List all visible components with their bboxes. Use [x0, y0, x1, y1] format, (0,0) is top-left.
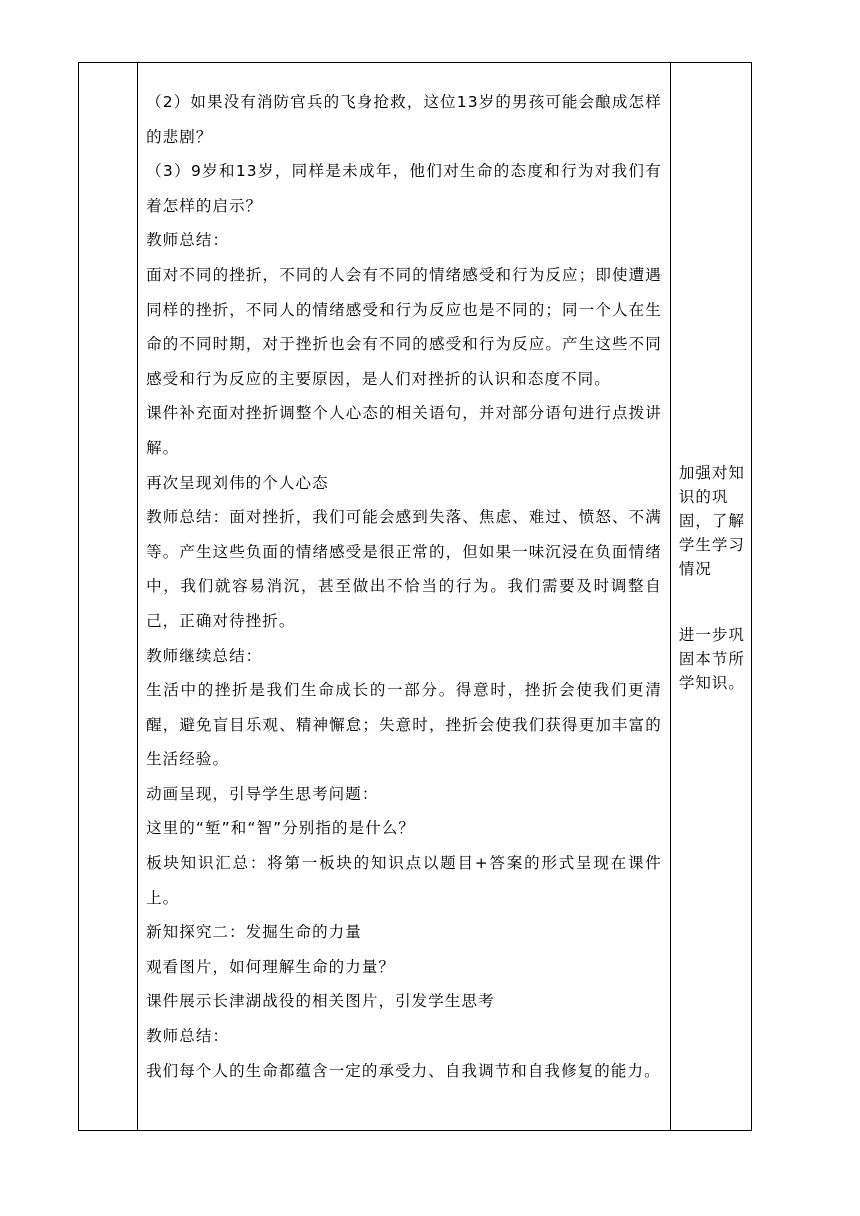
process-paragraph: 动画呈现，引导学生思考问题： — [146, 784, 379, 803]
process-paragraph: 教师总结： — [146, 231, 230, 250]
process-paragraph: 教师总结：面对挫折，我们可能会感到失落、焦虑、难过、愤怒、不满等。产生这些负面的情绪感受是很正常的，但如果一味沉浸在负面情绪中，我们就容易消沉，甚至做出不恰当的行为。我们需要及时调整自己，正确对待挫折。 — [146, 508, 662, 630]
design-intent-cell — [670, 63, 751, 1131]
process-paragraph: 教师继续总结： — [146, 646, 263, 665]
process-paragraph: 板块知识汇总：将第一板块的知识点以题目+答案的形式呈现在课件上。 — [146, 854, 662, 907]
process-paragraph: 课件展示长津湖战役的相关图片，引发学生思考 — [146, 992, 495, 1011]
teaching-process-cell — [138, 63, 671, 1131]
process-paragraph: 我们每个人的生命都蕴含一定的承受力、自我调节和自我修复的能力。 — [146, 1061, 661, 1080]
design-intent-content — [671, 63, 751, 695]
teaching-process-content — [138, 63, 670, 1088]
process-paragraph: 课件补充面对挫折调整个人心态的相关语句，并对部分语句进行点拨讲解。 — [146, 404, 662, 457]
design-intent-note: 加强对知识的巩固，了解学生学习情况 — [678, 464, 745, 578]
process-paragraph: （2）如果没有消防官兵的飞身抢救，这位13岁的男孩可能会酿成怎样的悲剧？ — [146, 93, 662, 146]
process-paragraph: 新知探究二：发掘生命的力量 — [146, 923, 362, 942]
process-paragraph: 面对不同的挫折，不同的人会有不同的情绪感受和行为反应；即使遭遇同样的挫折，不同人的情绪感受和行为反应也是不同的；同一个人在生命的不同时期，对于挫折也会有不同的感受和行为反应。产生这些不同感受和行为反应的主要原因，是人们对挫折的认识和态度不同。 — [146, 265, 662, 388]
process-paragraph: 这里的“堑”和“智”分别指的是什么？ — [146, 819, 415, 838]
table-row — [79, 63, 752, 1131]
process-paragraph: 观看图片，如何理解生命的力量？ — [146, 957, 396, 976]
lesson-plan-table — [78, 62, 752, 1131]
design-intent-note: 进一步巩固本节所学知识。 — [678, 626, 745, 692]
process-paragraph: （3）9岁和13岁，同样是未成年，他们对生命的态度和行为对我们有着怎样的启示？ — [146, 162, 662, 215]
left-cell — [79, 63, 138, 1131]
process-paragraph: 再次呈现刘伟的个人心态 — [146, 473, 329, 492]
process-paragraph: 教师总结： — [146, 1027, 230, 1046]
process-paragraph: 生活中的挫折是我们生命成长的一部分。得意时，挫折会使我们更清醒，避免盲目乐观、精神懈怠；失意时，挫折会使我们获得更加丰富的生活经验。 — [146, 681, 662, 769]
